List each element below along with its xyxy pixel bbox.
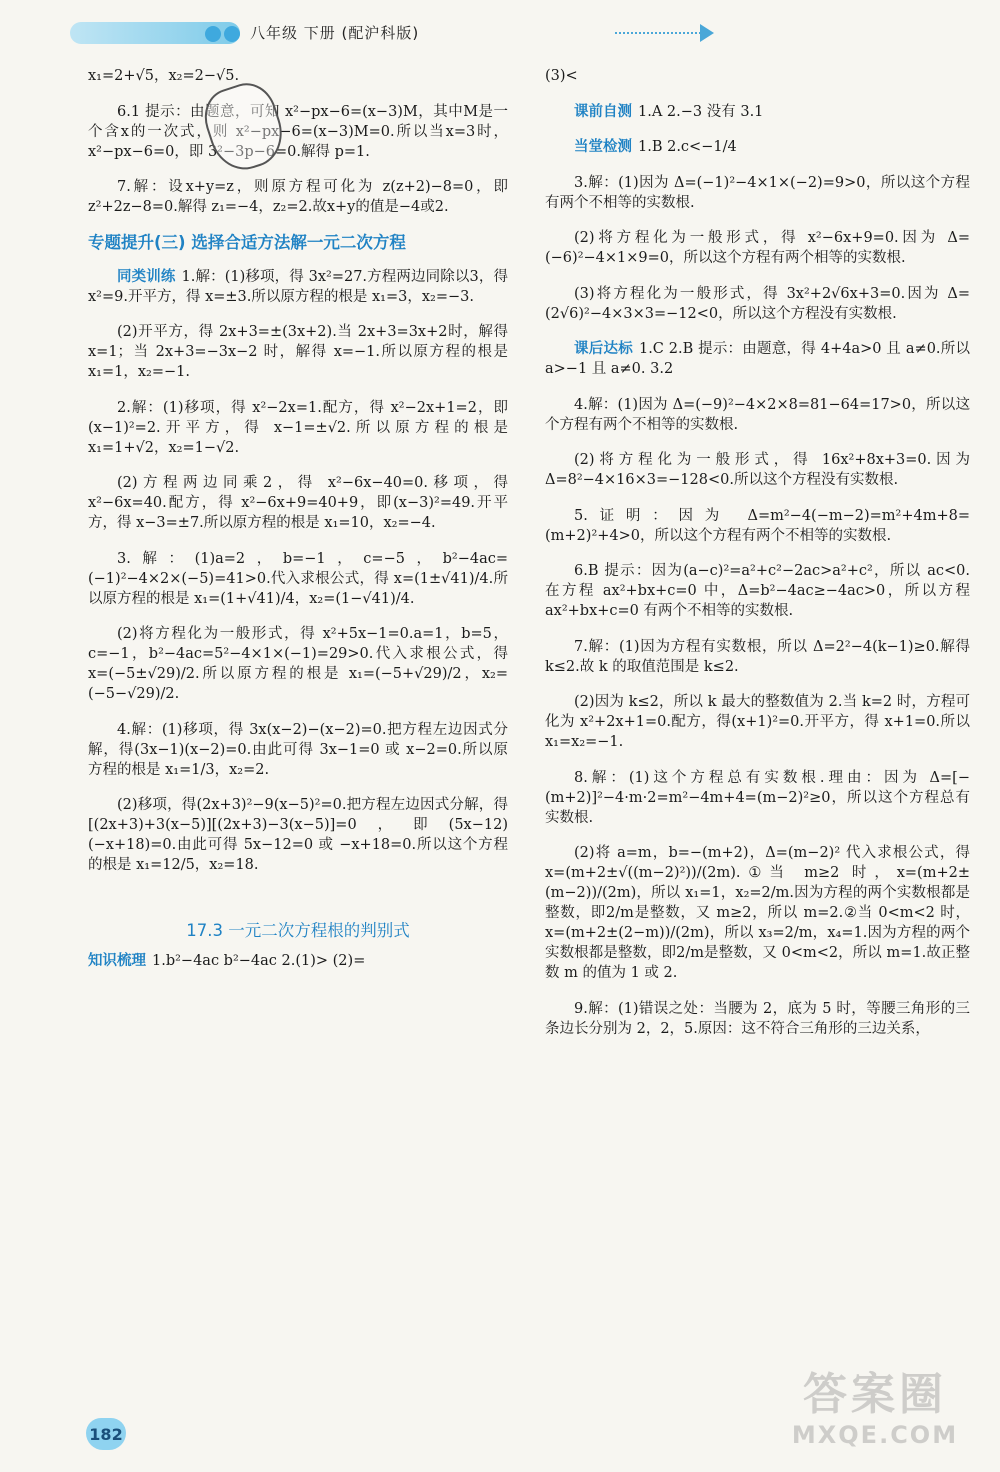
- answer-3: 3.解：(1)a=2，b=−1，c=−5，b²−4ac=(−1)²−4×2×(−5)=41>0.代入求根公式，得 x=(1±√41)/4.所以原方程的根是 x₁=(1+√41)/4，x₂=(1−√41)/4.: [88, 550, 508, 607]
- in-class-check: 当堂检测 1.B 2.c<−1/4: [574, 139, 737, 155]
- answer-6: 6.1 提示：由题意，可知 x²−px−6=(x−3)M，其中M是一个含x的一次式，则 x²−px−6=(x−3)M=0.所以当x=3时，x²−px−6=0，即 3²−3p−6=0.解得 p=1.: [88, 103, 508, 160]
- answer-6: 6.B 提示：因为(a−c)²=a²+c²−2ac>a²+c²，所以 ac<0.在方程 ax²+bx+c=0 中，Δ=b²−4ac≥−4ac>0，所以方程 ax²+bx+c=0 有两个不相等的实数根.: [545, 563, 970, 619]
- answer-2: 2.解：(1)移项，得 x²−2x=1.配方，得 x²−2x+1=2，即(x−1)²=2.开平方，得 x−1=±√2.所以原方程的根是x₁=1+√2，x₂=1−√2.: [88, 399, 508, 456]
- answer-8-2: (2)将 a=m，b=−(m+2)，Δ=(m−2)² 代入求根公式，得 x=(m+2±√((m−2)²))/(2m).①当 m≥2 时，x=(m+2±(m−2))/(2m)，所以 x₁=1，x₂=2/m.因为方程的两个实数根都是整数，即2/m是整数，又 m≥2，所以 m=2.②当 0<m<2 时，x=(m+2±(2−m))/(2m)，所以 x₃=2/m，x₄=1.因为方程的两个实数根都是整数，即2/m是整数，又 0<m<2，所以 m=1.故正整数 m 的值为 1 或 2.: [545, 845, 970, 981]
- header-dotted-line: [615, 32, 705, 34]
- right-column: [545, 66, 970, 1054]
- section-title-special: 专题提升(三) 选择合适方法解一元二次方程: [88, 232, 406, 252]
- answer-3: 3.解：(1)因为 Δ=(−1)²−4×1×(−2)=9>0，所以这个方程有两个不相等的实数根.: [545, 174, 970, 211]
- answer-4-2: (2)移项，得(2x+3)²−9(x−5)²=0.把方程左边因式分解，得[(2x+3)+3(x−5)][(2x+3)−3(x−5)]=0，即(5x−12)(−x+18)=0.由此可得 5x−12=0 或 −x+18=0.所以这个方程的根是 x₁=12/5，x₂=18.: [88, 797, 508, 873]
- tag-label: 课后达标: [574, 341, 633, 357]
- header-dot: [224, 26, 240, 42]
- answer-3-2: (2)将方程化为一般形式，得 x²−6x+9=0.因为 Δ=(−6)²−4×1×9=0，所以这个方程有两个相等的实数根.: [545, 230, 970, 266]
- answer-1-2: (2)开平方，得 2x+3=±(3x+2).当 2x+3=3x+2时，解得 x=1；当 2x+3=−3x−2 时，解得 x=−1.所以原方程的根是 x₁=1，x₂=−1.: [88, 324, 508, 380]
- arrow-icon: [700, 24, 714, 42]
- answer-4-2: (2)将方程化为一般形式，得 16x²+8x+3=0.因为 Δ=8²−4×16×3=−128<0.所以这个方程没有实数根.: [545, 452, 970, 488]
- header-dot: [205, 26, 221, 42]
- answer-1: 同类训练 1.解：(1)移项，得 3x²=27.方程两边同除以3，得 x²=9.开平方，得 x=±3.所以原方程的根是 x₁=3，x₂=−3.: [88, 268, 508, 305]
- answer-line: (3)<: [545, 68, 578, 84]
- tag-label: 知识梳理: [88, 952, 146, 969]
- answer-7-2: (2)因为 k≤2，所以 k 最大的整数值为 2.当 k=2 时，方程可化为 x²+2x+1=0.配方，得(x+1)²=0.开平方，得 x+1=0.所以 x₁=x₂=−1.: [545, 694, 970, 750]
- page-number: 182: [86, 1418, 126, 1450]
- watermark-logo: [780, 1370, 970, 1460]
- answer-5: 5.证明：因为 Δ=m²−4(−m−2)=m²+4m+8=(m+2)²+4>0，所以这个方程有两个不相等的实数根.: [545, 507, 970, 544]
- answer-7: 7.解：设x+y=z，则原方程可化为 z(z+2)−8=0，即z²+2z−8=0.解得 z₁=−4，z₂=2.故x+y的值是−4或2.: [88, 179, 508, 215]
- answer-7: 7.解：(1)因为方程有实数根，所以 Δ=2²−4(k−1)≥0.解得 k≤2.故 k 的取值范围是 k≤2.: [545, 638, 970, 675]
- pre-class-test: 课前自测 1.A 2.−3 没有 3.1: [574, 103, 764, 120]
- answer-8: 8.解：(1)这个方程总有实数根.理由：因为 Δ=[−(m+2)]²−4·m·2=m²−4m+4=(m−2)²≥0，所以这个方程总有实数根.: [545, 769, 970, 826]
- watermark-en: MXQE.COM: [791, 1421, 959, 1449]
- knowledge-summary: 知识梳理 1.b²−4ac b²−4ac 2.(1)> (2)=: [88, 952, 366, 969]
- answer-line: x₁=2+√5，x₂=2−√5.: [88, 68, 240, 84]
- page-header-title: 八年级 下册 (配沪科版): [250, 24, 420, 42]
- answer-3-3: (3)将方程化为一般形式，得 3x²+2√6x+3=0.因为 Δ=(2√6)²−4×3×3=−12<0，所以这个方程没有实数根.: [545, 285, 970, 322]
- answer-2-2: (2)方程两边同乘2，得 x²−6x−40=0.移项，得 x²−6x=40.配方，得 x²−6x+9=40+9，即(x−3)²=49.开平方，得 x−3=±7.所以原方程的根是 x₁=10，x₂=−4.: [88, 475, 508, 531]
- tag-label: 当堂检测: [574, 139, 632, 155]
- tag-label: 同类训练: [117, 268, 176, 285]
- left-column: [88, 66, 508, 986]
- tag-label: 课前自测: [574, 103, 632, 120]
- answer-4: 4.解：(1)移项，得 3x(x−2)−(x−2)=0.把方程左边因式分解，得(3x−1)(x−2)=0.由此可得 3x−1=0 或 x−2=0.所以原方程的根是 x₁=1/3，x₂=2.: [88, 721, 508, 778]
- watermark-cn: 答案圈: [803, 1369, 947, 1420]
- answer-4: 4.解：(1)因为 Δ=(−9)²−4×2×8=81−64=17>0，所以这个方程有两个不相等的实数根.: [545, 396, 970, 433]
- answer-3-2: (2)将方程化为一般形式，得 x²+5x−1=0.a=1，b=5，c=−1，b²−4ac=5²−4×1×(−1)=29>0.代入求根公式，得 x=(−5±√29)/2.所以原方程的根是 x₁=(−5+√29)/2，x₂=(−5−√29)/2.: [88, 626, 508, 702]
- after-class: 课后达标 1.C 2.B 提示：由题意，得 4+4a>0 且 a≠0.所以 a>−1 且 a≠0. 3.2: [545, 341, 971, 377]
- answer-9: 9.解：(1)错误之处：当腰为 2，底为 5 时，等腰三角形的三条边长分别为 2，2，5.原因：这不符合三角形的三边关系，: [545, 1000, 970, 1037]
- section-title-17-3: 17.3 一元二次方程根的判别式: [186, 920, 410, 940]
